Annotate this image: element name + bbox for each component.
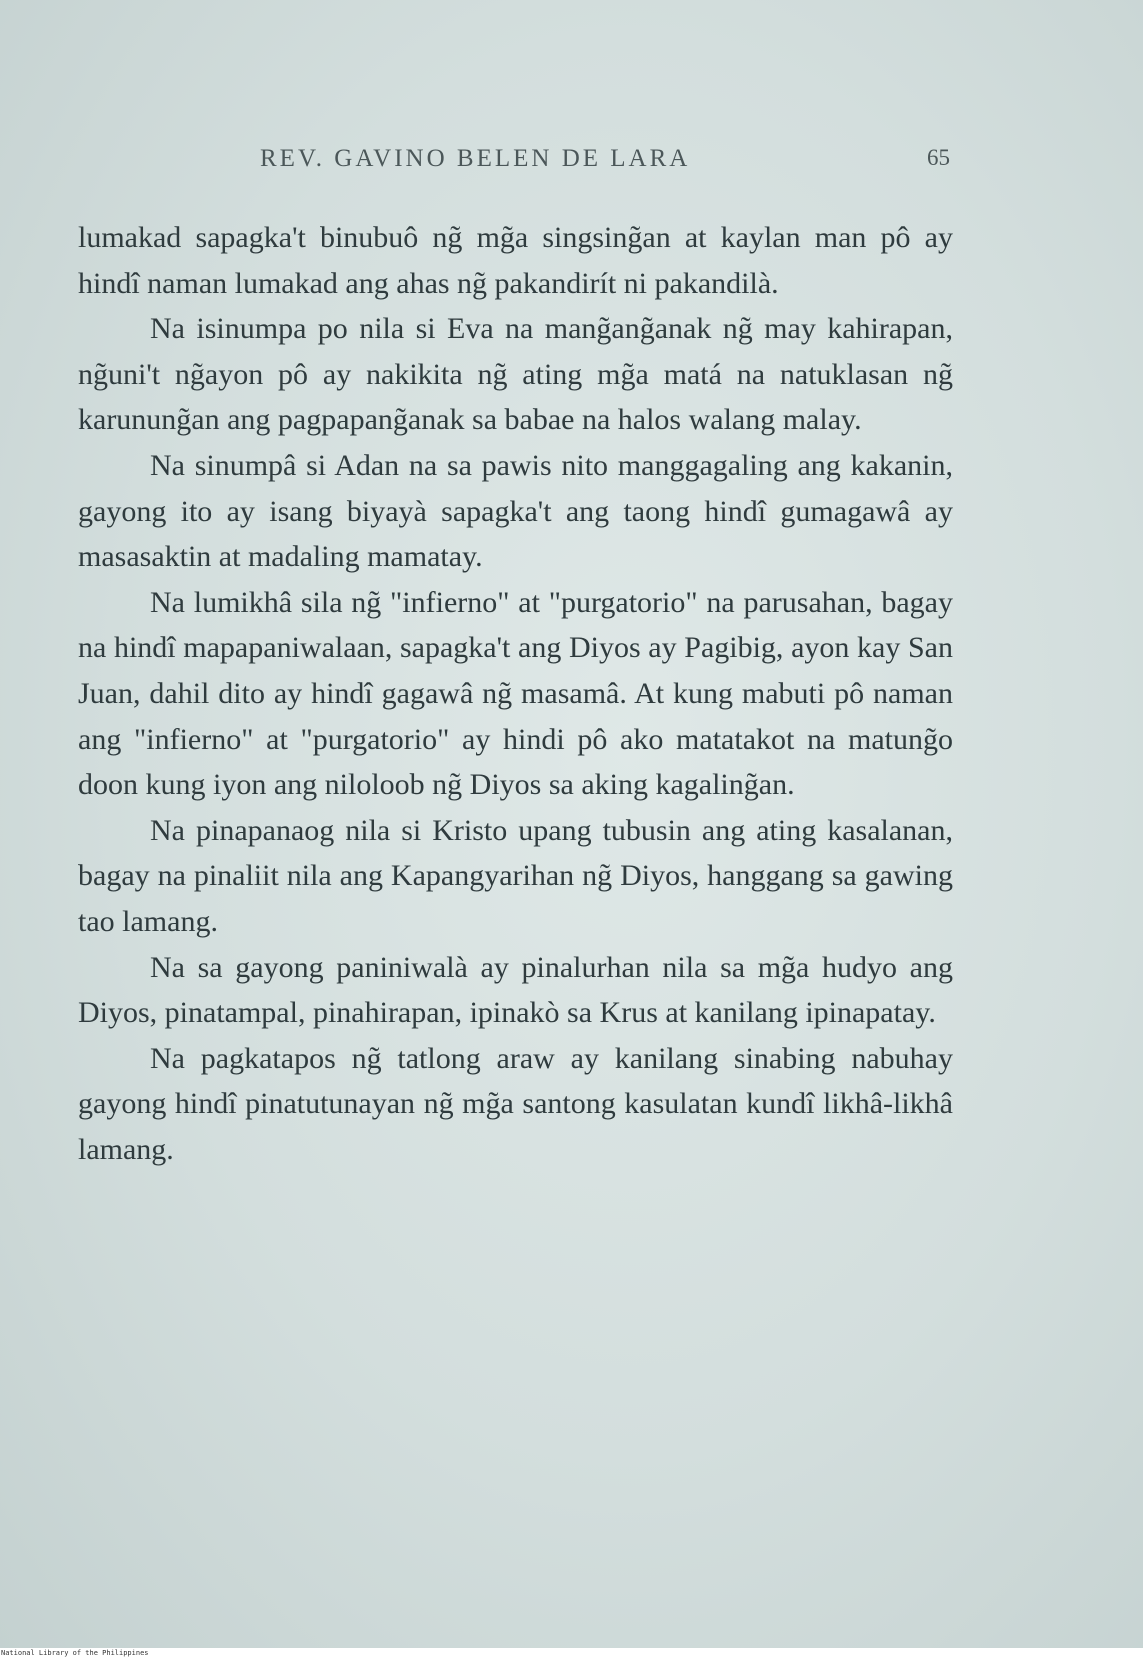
running-head: REV. GAVINO BELEN DE LARA (260, 145, 691, 172)
paragraph-2: Na isinumpa po nila si Eva na mang̃ang̃anak ng̃ may kahirapan, ng̃uni't ng̃ayon pô ay nakikita ng̃ ating mg̃a matá na natuklasan ng̃ karunung̃an ang pagpapang̃anak sa babae na halos walang malay. (78, 312, 953, 437)
page-number: 65 (927, 145, 950, 170)
page-header (260, 145, 950, 181)
paragraph-7: Na pagkatapos ng̃ tatlong araw ay kanilang sinabing nabuhay gayong hindî pinatutunayan ng̃ mg̃a santong kasulatan kundî likhâ-likhâ lamang. (78, 1041, 953, 1166)
paragraph-1: lumakad sapagka't binubuô ng̃ mg̃a singsing̃an at kaylan man pô ay hindî naman lumakad ang ahas ng̃ pakandirít ni pakandilà. (78, 221, 953, 300)
body-text (78, 215, 953, 1172)
paragraph-3: Na sinumpâ si Adan na sa pawis nito manggagaling ang kakanin, gayong ito ay isang biyayà sapagka't ang taong hindî gumagawâ ay masasaktin at madaling mamatay. (78, 448, 953, 574)
paragraph-5: Na pinapanaog nila si Kristo upang tubusin ang ating kasalanan, bagay na pinaliit nila ang Kapangyarihan ng̃ Diyos, hanggang sa gawing tao lamang. (78, 813, 953, 938)
paragraph-4: Na lumikhâ sila ng̃ "infierno" at "purgatorio" na parusahan, bagay na hindî mapapaniwalaan, sapagka't ang Diyos ay Pagibig, ayon kay San Juan, dahil dito ay hindî gagawâ ng̃ masamâ. At kung mabuti pô naman ang "infierno" at "purgatorio" ay hindi pô ako matatakot na matung̃o doon kung iyon ang niloloob ng̃ Diyos sa aking kagaling̃an. (78, 585, 953, 802)
paragraph-6: Na sa gayong paniniwalà ay pinalurhan nila sa mg̃a hudyo ang Diyos, pinatampal, pinahirapan, ipinakò sa Krus at kanilang ipinapatay. (78, 950, 953, 1030)
library-credit: National Library of the Philippines (0, 1648, 1143, 1658)
